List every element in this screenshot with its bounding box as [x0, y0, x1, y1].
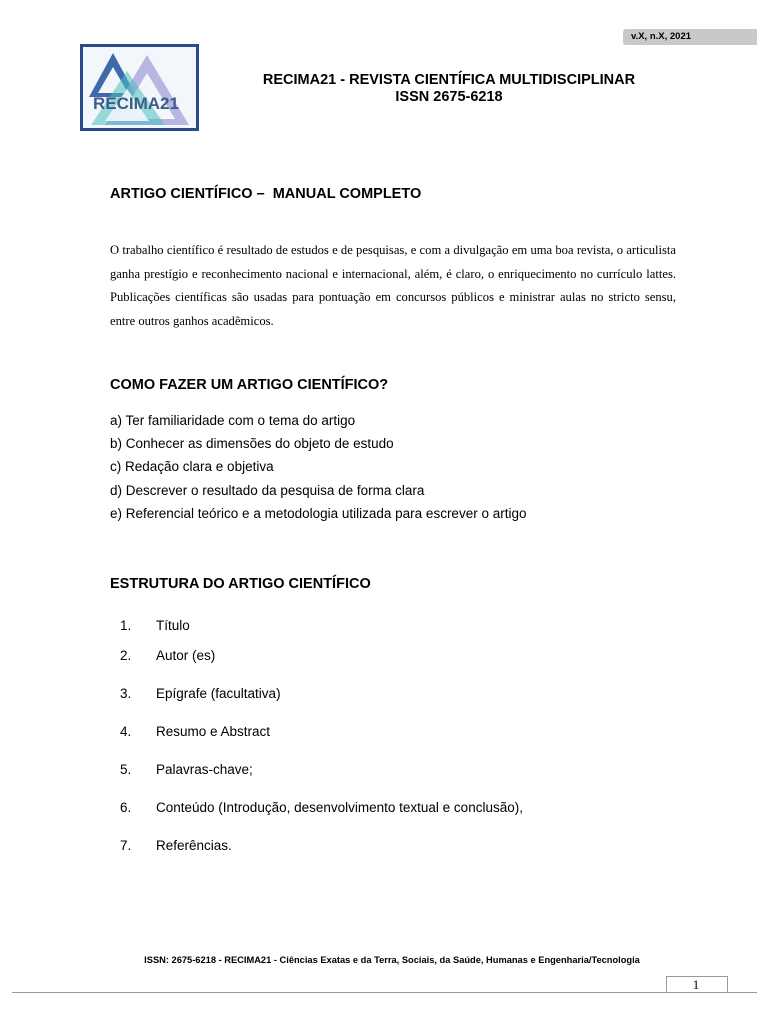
- list-number: 7.: [120, 838, 132, 853]
- list-item: a) Ter familiaridade com o tema do artigo: [110, 413, 356, 428]
- list-item: e) Referencial teórico e a metodologia utilizada para escrever o artigo: [110, 505, 527, 521]
- list-number: 3.: [120, 686, 132, 701]
- recima21-logo: [80, 44, 199, 131]
- intro-paragraph: O trabalho científico é resultado de estudos e de pesquisas, e com a divulgação em uma boa revista, o articulista ganha prestígio e reconhecimento nacional e internacional, além, é claro, o enriquecimento no currículo lattes. Publicações científicas são usadas para pontuação em concursos públicos e ministrar aulas no stricto sensu, entre outros ganhos acadêmicos.: [110, 243, 676, 328]
- list-text: Resumo e Abstract: [156, 724, 271, 739]
- list-text: Epígrafe (facultativa): [156, 686, 281, 701]
- list-item: c) Redação clara e objetiva: [110, 459, 274, 475]
- list-number: 5.: [120, 762, 132, 777]
- page-number: 1: [692, 977, 700, 992]
- recima21-logo-graphic: [83, 47, 196, 128]
- list-item: d) Descrever o resultado da pesquisa de forma clara: [110, 482, 425, 498]
- structure-heading: ESTRUTURA DO ARTIGO CIENTÍFICO: [110, 576, 371, 592]
- list-number: 2.: [120, 648, 132, 663]
- list-number: 4.: [120, 724, 132, 739]
- list-text: Referências.: [156, 838, 232, 853]
- how-to-heading: COMO FAZER UM ARTIGO CIENTÍFICO?: [110, 377, 389, 393]
- version-tag: v.X, n.X, 2021: [623, 29, 757, 45]
- journal-header: [210, 72, 688, 106]
- list-number: 1.: [120, 618, 132, 633]
- journal-issn: ISSN 2675-6218: [395, 89, 503, 105]
- list-item: b) Conhecer as dimensões do objeto de estudo: [110, 436, 394, 452]
- list-text: Autor (es): [156, 648, 216, 663]
- footer-divider: [12, 992, 757, 993]
- article-title: ARTIGO CIENTÍFICO – MANUAL COMPLETO: [110, 186, 422, 202]
- list-text: Conteúdo (Introdução, desenvolvimento textual e conclusão),: [156, 800, 523, 815]
- logo-wordmark: RECIMA21: [93, 94, 179, 113]
- how-to-list: [110, 409, 526, 525]
- footer-text: ISSN: 2675-6218 - RECIMA21 - Ciências Exatas e da Terra, Sociais, da Saúde, Humanas e Engenharia/Tecnologia: [144, 955, 640, 965]
- list-text: Título: [156, 618, 190, 633]
- list-text: Palavras-chave;: [156, 762, 253, 777]
- journal-title: RECIMA21 - REVISTA CIENTÍFICA MULTIDISCIPLINAR: [262, 72, 636, 88]
- list-number: 6.: [120, 800, 132, 815]
